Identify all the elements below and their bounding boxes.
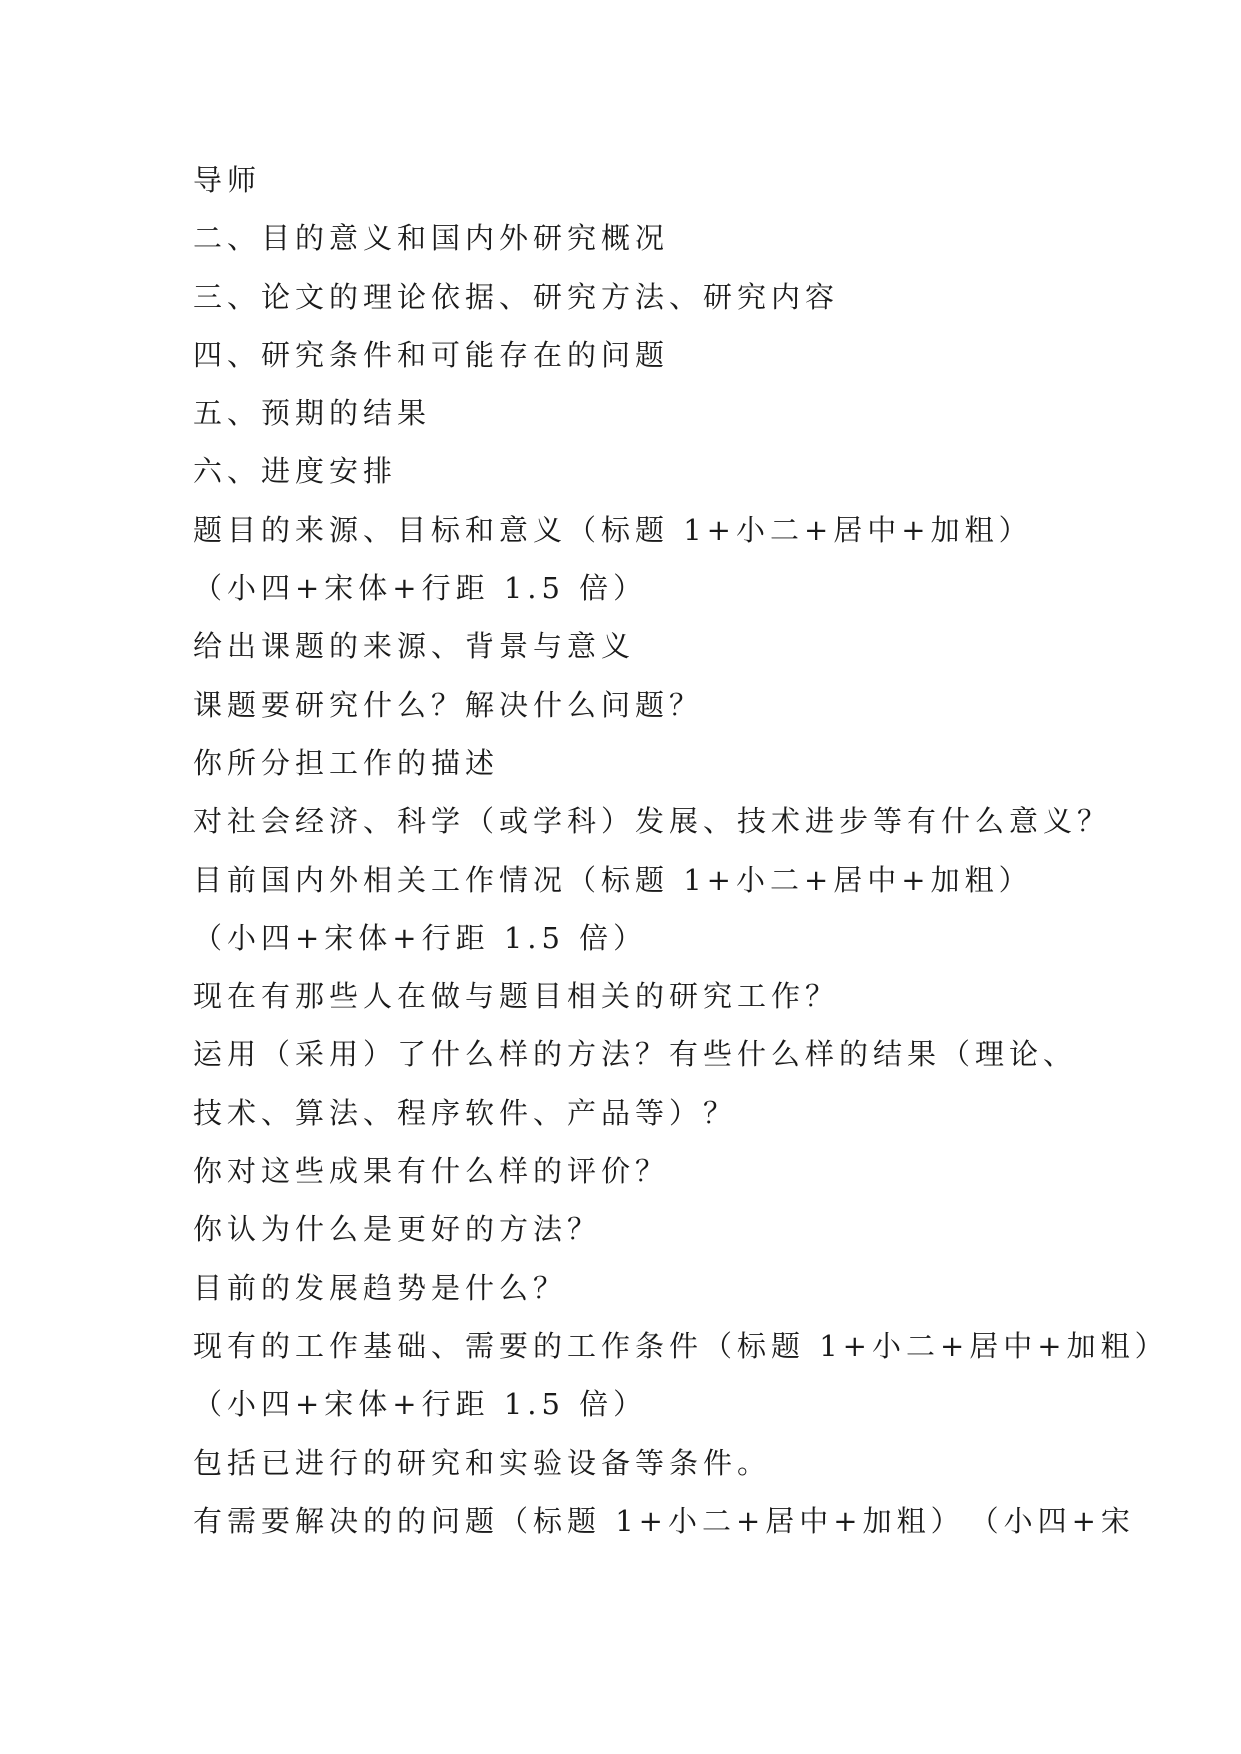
text-line: 课题要研究什么？解决什么问题？	[193, 687, 704, 722]
text-line: 运用（采用）了什么样的方法？有些什么样的结果（理论、	[193, 1037, 1078, 1072]
heading-work-basis: 现有的工作基础、需要的工作条件（标题 1+小二+居中+加粗）	[193, 1328, 1169, 1363]
section-heading-6: 六、进度安排	[193, 454, 398, 489]
format-note: （小四+宋体+行距 1.5 倍）	[193, 1387, 648, 1422]
section-heading-2: 二、目的意义和国内外研究概况	[193, 221, 670, 256]
document-body	[193, 160, 1169, 1559]
text-line: 导师	[193, 163, 262, 197]
text-line: 技术、算法、程序软件、产品等）？	[193, 1095, 738, 1130]
section-heading-3: 三、论文的理论依据、研究方法、研究内容	[193, 279, 840, 314]
text-line: 包括已进行的研究和实验设备等条件。	[193, 1445, 772, 1480]
text-line: 对社会经济、科学（或学科）发展、技术进步等有什么意义？	[193, 804, 1112, 839]
heading-topic-source: 题目的来源、目标和意义（标题 1+小二+居中+加粗）	[193, 512, 1033, 547]
format-note: （小四+宋体+行距 1.5 倍）	[193, 571, 648, 606]
text-line: 你对这些成果有什么样的评价？	[193, 1154, 670, 1189]
text-line: 目前的发展趋势是什么？	[193, 1270, 568, 1305]
text-line: 给出课题的来源、背景与意义	[193, 629, 636, 664]
section-heading-4: 四、研究条件和可能存在的问题	[193, 337, 670, 372]
heading-problems: 有需要解决的的问题（标题 1+小二+居中+加粗） （小四+宋	[193, 1503, 1135, 1538]
format-note: （小四+宋体+行距 1.5 倍）	[193, 920, 648, 955]
text-line: 你认为什么是更好的方法？	[193, 1212, 602, 1247]
heading-related-work: 目前国内外相关工作情况（标题 1+小二+居中+加粗）	[193, 862, 1033, 897]
section-heading-5: 五、预期的结果	[193, 396, 432, 431]
text-line: 你所分担工作的描述	[193, 745, 500, 780]
text-line: 现在有那些人在做与题目相关的研究工作？	[193, 979, 840, 1014]
